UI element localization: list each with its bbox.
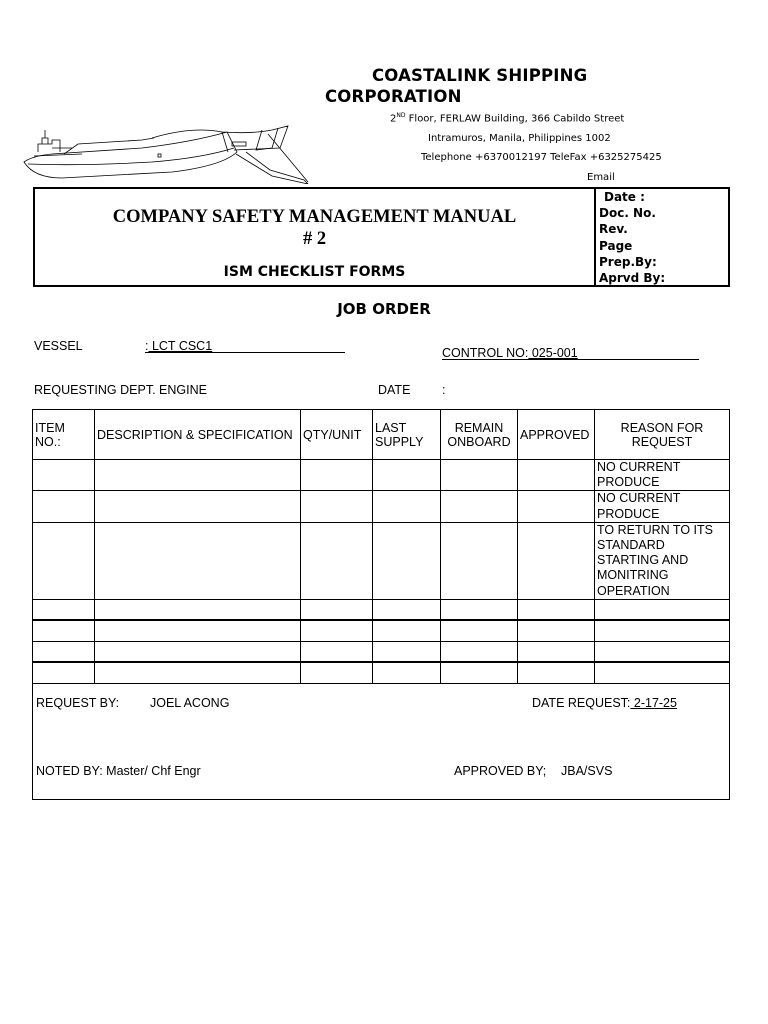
reason-cell[interactable]: NO CURRENT PRODUCE [595,491,730,522]
reason-cell[interactable] [595,641,730,662]
header-last-supply: LAST SUPPLY [373,410,441,460]
last-supply-cell[interactable] [373,460,441,491]
prep-by-label: Prep.By: [599,254,657,269]
approved-cell[interactable] [518,460,595,491]
table-header-row [33,410,730,460]
qty-cell[interactable] [301,599,373,620]
date-request-field [532,696,677,710]
aprvd-by-label: Aprvd By: [599,271,666,286]
control-no-label: CONTROL NO: [442,346,529,360]
telephone-fax: Telephone +6370012197 TeleFax +6325275425 [421,152,662,163]
description-cell[interactable] [95,641,301,662]
document-control-cell [599,189,665,286]
approved-by-value: JBA/SVS [561,764,613,778]
header-description: DESCRIPTION & SPECIFICATION [95,410,301,460]
remain-onboard-cell[interactable] [441,599,518,620]
ship-logo-icon [22,104,312,184]
qty-cell[interactable] [301,620,373,641]
manual-title: COMPANY SAFETY MANAGEMENT MANUAL [112,207,517,227]
header-reason: REASON FOR REQUEST [595,410,730,460]
qty-cell[interactable] [301,460,373,491]
remain-onboard-cell[interactable] [441,460,518,491]
rev-label: Rev. [599,222,628,237]
company-name-line2: CORPORATION [325,87,462,106]
approved-cell[interactable] [518,599,595,620]
control-no-field [442,346,699,360]
reason-cell[interactable]: TO RETURN TO ITS STANDARD STARTING AND MONITRING OPERATION [595,522,730,599]
vessel-value: LCT CSC1 [148,339,213,353]
manual-title-cell [35,189,596,285]
table-row [33,599,730,620]
request-by-label: REQUEST BY: [36,696,120,710]
item-no-cell[interactable] [33,522,95,599]
header-item-no: ITEM NO.: [33,410,95,460]
remain-onboard-cell[interactable] [441,620,518,641]
last-supply-cell[interactable] [373,599,441,620]
company-name-line1: COASTALINK SHIPPING [372,66,588,85]
signature-section [32,666,730,800]
last-supply-cell[interactable] [373,620,441,641]
table-row [33,641,730,662]
item-no-cell[interactable] [33,599,95,620]
reason-cell[interactable]: NO CURRENT PRODUCE [595,460,730,491]
page-label: Page [599,238,633,253]
table-row [33,460,730,491]
vessel-colon: : [145,339,149,353]
noted-by-label: NOTED BY: Master/ Chf Engr [36,764,201,778]
address-city: Intramuros, Manila, Philippines 1002 [428,133,611,144]
form-title: JOB ORDER [337,300,431,318]
last-supply-cell[interactable] [373,641,441,662]
address-floor: 2ND Floor, FERLAW Building, 366 Cabildo Street [390,112,625,125]
last-supply-cell[interactable] [373,491,441,522]
reason-cell[interactable] [595,620,730,641]
description-cell[interactable] [95,620,301,641]
control-no-value: 025-001 [528,346,578,360]
description-cell[interactable] [95,460,301,491]
item-no-cell[interactable] [33,641,95,662]
approved-cell[interactable] [518,641,595,662]
manual-number: # 2 [302,229,327,249]
last-supply-cell[interactable] [373,522,441,599]
table-row [33,522,730,599]
description-cell[interactable] [95,599,301,620]
header-remain-onboard: REMAIN ONBOARD [441,410,518,460]
email-label: Email [587,172,615,183]
header-qty-unit: QTY/UNIT [301,410,373,460]
remain-onboard-cell[interactable] [441,522,518,599]
item-no-cell[interactable] [33,620,95,641]
table-row [33,620,730,641]
manual-header-box [33,187,730,287]
remain-onboard-cell[interactable] [441,491,518,522]
remain-onboard-cell[interactable] [441,641,518,662]
description-cell[interactable] [95,491,301,522]
date-label: Date : [604,190,645,204]
requesting-dept-label: REQUESTING DEPT. ENGINE [34,383,207,397]
job-order-table [32,409,730,684]
approved-by-label: APPROVED BY; [454,764,547,778]
approved-cell[interactable] [518,491,595,522]
date-request-value: 2-17-25 [630,696,677,710]
approved-cell[interactable] [518,620,595,641]
vessel-field [145,339,345,353]
item-no-cell[interactable] [33,491,95,522]
qty-cell[interactable] [301,641,373,662]
doc-no-label: Doc. No. [599,206,656,221]
request-by-value: JOEL ACONG [150,696,230,710]
qty-cell[interactable] [301,522,373,599]
reason-cell[interactable] [595,599,730,620]
date-colon: : [442,383,446,397]
description-cell[interactable] [95,522,301,599]
date-label: DATE [378,383,411,397]
vessel-label: VESSEL [34,339,83,353]
qty-cell[interactable] [301,491,373,522]
table-row [33,491,730,522]
approved-cell[interactable] [518,522,595,599]
item-no-cell[interactable] [33,460,95,491]
ism-checklist-forms: ISM CHECKLIST FORMS [223,264,406,280]
date-request-label: DATE REQUEST: [532,696,631,710]
header-approved: APPROVED [518,410,595,460]
